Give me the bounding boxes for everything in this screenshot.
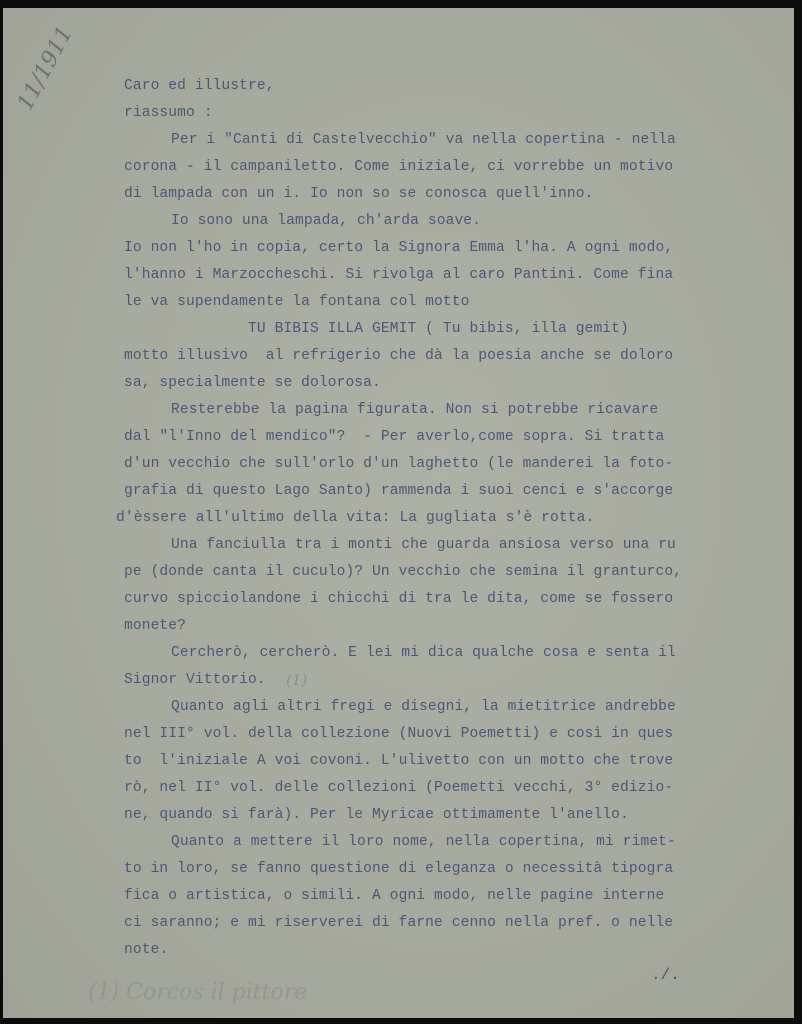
letter-line: nel III° vol. della collezione (Nuovi Poemetti) e così in ques — [124, 726, 674, 742]
letter-line: Una fanciulla tra i monti che guarda ansiosa verso una ru — [171, 537, 676, 553]
letter-line: motto illusivo al refrigerio che dà la poesia anche se doloro — [124, 348, 674, 364]
letter-line: Cercherò, cercherò. E lei mi dica qualche cosa e senta il — [171, 645, 676, 661]
letter-line: corona - il campaniletto. Come iniziale, ci vorrebbe un motivo — [124, 159, 674, 175]
letter-line: di lampada con un i. Io non so se conosca quell'inno. — [124, 186, 594, 202]
letter-line: l'hanno i Marzoccheschi. Si rivolga al caro Pantini. Come fina — [124, 267, 674, 283]
archive-mark: 11/1911 — [13, 22, 78, 115]
letter-line: Quanto agli altri fregi e disegni, la mietitrice andrebbe — [171, 699, 676, 715]
letter-line: d'un vecchio che sull'orlo d'un laghetto (le manderei la foto- — [124, 456, 674, 472]
letter-line: monete? — [124, 618, 187, 634]
letter-line: riassumo : — [124, 105, 213, 121]
letter-line: Io sono una lampada, ch'arda soave. — [171, 213, 482, 229]
letter-line: fica o artistica, o simili. A ogni modo, nelle pagine interne — [124, 888, 665, 904]
letter-line: dal "l'Inno del mendico"? - Per averlo,come sopra. Si tratta — [124, 429, 665, 445]
footnote-marker: (1) — [286, 671, 308, 689]
letter-line: le va supendamente la fontana col motto — [124, 294, 470, 310]
letter-line: ci saranno; e mi riserverei di farne cenno nella pref. o nelle — [124, 915, 674, 931]
letter-line: sa, specialmente se dolorosa. — [124, 375, 381, 391]
letter-line: TU BIBIS ILLA GEMIT ( Tu bibis, illa gemit) — [248, 321, 629, 337]
letter-line: Signor Vittorio. — [124, 672, 266, 688]
letter-line: ne, quando si farà). Per le Myricae ottimamente l'anello. — [124, 807, 629, 823]
letter-line: Caro ed illustre, — [124, 78, 275, 94]
letter-line: grafia di questo Lago Santo) rammenda i suoi cenci e s'accorge — [124, 483, 674, 499]
letter-line: Io non l'ho in copia, certo la Signora Emma l'ha. A ogni modo, — [124, 240, 674, 256]
letter-line: Per i "Canti di Castelvecchio" va nella copertina - nella — [171, 132, 676, 148]
letter-line: to in loro, se fanno questione di eleganza o necessità tipogra — [124, 861, 674, 877]
letter-line: pe (donde canta il cuculo)? Un vecchio che semina il granturco, — [124, 564, 683, 580]
letter-line: Resterebbe la pagina figurata. Non si potrebbe ricavare — [171, 402, 659, 418]
letter-line: Quanto a mettere il loro nome, nella copertina, mi rimet- — [171, 834, 676, 850]
letter-line: curvo spicciolandone i chicchi di tra le dita, come se fossero — [124, 591, 674, 607]
handwritten-footnote: (1) Corcos il pittore — [88, 980, 308, 1005]
letter-line: d'èssere all'ultimo della vita: La gugliata s'è rotta. — [116, 510, 595, 526]
letter-page — [3, 8, 794, 1018]
letter-line: note. — [124, 942, 169, 958]
letter-line: to l'iniziale A voi covoni. L'ulivetto con un motto che trove — [124, 753, 674, 769]
letter-line: rò, nel II° vol. delle collezioni (Poemetti vecchi, 3° edizio- — [124, 780, 674, 796]
continuation-mark: ./. — [651, 966, 680, 984]
